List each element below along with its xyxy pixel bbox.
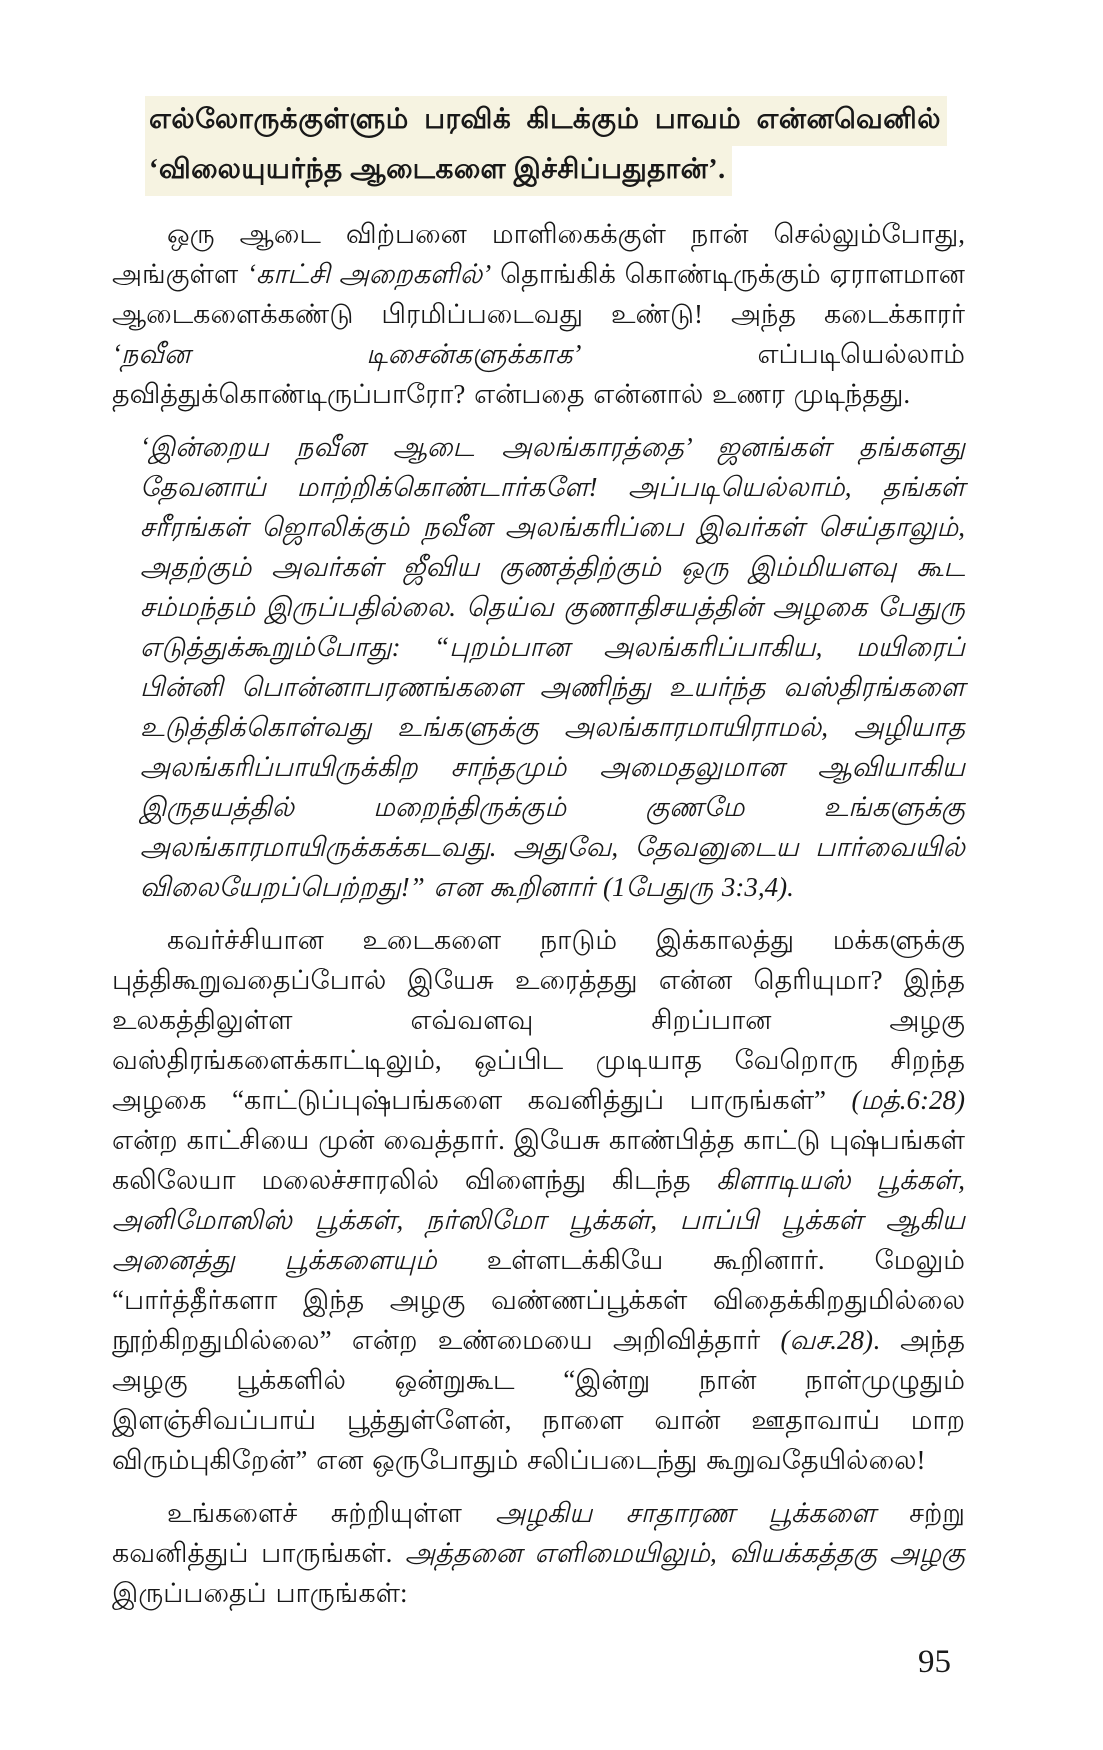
text-run-italic: ‘இன்றைய நவீன ஆடை அலங்காரத்தை’ ஜனங்கள் தங்களது தேவனாய் மாற்றிக்கொண்டார்களே! அப்படியெல்லாம், தங்கள் சரீரங்கள் ஜொலிக்கும் நவீன அலங்கரிப்பை இவர்கள் செய்தாலும், அதற்கும் அவர்கள் ஜீவிய குணத்திற்கும் ஒரு இம்மியளவு கூட சம்மந்தம் இருப்பதில்லை. தெய்வ குணாதிசயத்தின் அழகை பேதுரு எடுத்துக்கூறும்போது: “புறம்பான அலங்கரிப்பாகிய, மயிரைப் பின்னி பொன்னாபரணங்களை அணிந்து உயர்ந்த வஸ்திரங்களை உடுத்திக்கொள்வது உங்களுக்கு அலங்காரமாயிராமல், அழியாத அலங்கரிப்பாயிருக்கிற சாந்தமும் அமைதலுமான ஆவியாகிய இருதயத்தில் மறைந்திருக்கும் குணமே உங்களுக்கு அலங்காரமாயிருக்கக்கடவது. அதுவே, தேவனுடைய பார்வையில் விலையேறப்பெற்றது!” என கூறினார் (1பேதுரு 3:3,4). bbox=[140, 432, 965, 902]
paragraph bbox=[112, 920, 965, 1480]
text-run: தொங்கிக் கொண்டிருக்கும் ஏராளமான ஆடைகளைக்கண்டு பிரமிப்படைவது உண்டு! அந்த கடைக்காரர் bbox=[112, 259, 965, 329]
text-run-italic: ‘நவீன டிசைன்களுக்காக’ bbox=[112, 339, 582, 369]
text-run-italic: அத்தனை எளிமையிலும், வியக்கத்தகு அழகு bbox=[405, 1538, 965, 1568]
text-run: கவர்ச்சியான உடைகளை நாடும் இக்காலத்து மக்களுக்கு புத்திகூறுவதைப்போல் இயேசு உரைத்தது என்ன தெரியுமா? இந்த உலகத்திலுள்ள எவ்வளவு சிறப்பான அழகு வஸ்திரங்களைக்காட்டிலும், ஒப்பிட முடியாத வேறொரு சிறந்த அழகை “காட்டுப்புஷ்பங்களை கவனித்துப் பாருங்கள்” bbox=[112, 925, 965, 1115]
text-run-italic: (வச.28) bbox=[780, 1325, 874, 1355]
section-heading bbox=[145, 96, 963, 196]
text-run: . அந்த அழகு பூக்களில் ஒன்றுகூட “இன்று நான் நாள்முழுதும் இளஞ்சிவப்பாய் பூத்துள்ளேன், நாளை வான் ஊதாவாய் மாற விரும்புகிறேன்” என ஒருபோதும் சலிப்படைந்து கூறுவதேயில்லை! bbox=[112, 1325, 965, 1475]
text-run-italic: கிளாடியஸ் பூக்கள், அனிமோஸிஸ் பூக்கள், நர்ஸிமோ பூக்கள், பாப்பி பூக்கள் ஆகிய அனைத்து பூக்களையும் bbox=[112, 1165, 965, 1275]
paragraph bbox=[112, 1493, 965, 1613]
text-run: என்ற காட்சியை முன் வைத்தார். இயேசு காண்பித்த காட்டு புஷ்பங்கள் கலிலேயா மலைச்சாரலில் விளைந்து கிடந்த bbox=[112, 1125, 965, 1195]
text-run: உள்ளடக்கியே கூறினார். மேலும் “பார்த்தீர்களா இந்த அழகு வண்ணப்பூக்கள் விதைக்கிறதுமில்லை நூற்கிறதுமில்லை” என்ற உண்மையை அறிவித்தார் bbox=[112, 1245, 965, 1355]
document-page bbox=[0, 96, 1103, 1750]
paragraph bbox=[140, 427, 965, 907]
text-run: ஒரு ஆடை விற்பனை மாளிகைக்குள் நான் செல்லும்போது, அங்குள்ள bbox=[112, 219, 965, 289]
text-run: எப்படியெல்லாம் தவித்துக்கொண்டிருப்பாரோ? என்பதை என்னால் உணர முடிந்தது. bbox=[112, 339, 965, 409]
page-number: 95 bbox=[918, 1644, 951, 1680]
heading-line-2: ‘விலையுயர்ந்த ஆடைகளை இச்சிப்பதுதான்’. bbox=[145, 146, 732, 196]
text-run: உங்களைச் சுற்றியுள்ள bbox=[167, 1498, 496, 1528]
text-run: சற்று கவனித்துப் பாருங்கள். bbox=[112, 1498, 965, 1568]
paragraph bbox=[112, 214, 965, 414]
paragraphs bbox=[112, 214, 965, 1613]
text-run-italic: ‘காட்சி அறைகளில்’ bbox=[247, 259, 492, 289]
text-run: இருப்பதைப் பாருங்கள்: bbox=[112, 1578, 408, 1608]
heading-line-1: எல்லோருக்குள்ளும் பரவிக் கிடக்கும் பாவம் என்னவெனில் bbox=[145, 96, 947, 146]
text-run-italic: அழகிய சாதாரண பூக்களை bbox=[495, 1498, 876, 1528]
text-run-italic: (மத்.6:28) bbox=[851, 1085, 965, 1115]
